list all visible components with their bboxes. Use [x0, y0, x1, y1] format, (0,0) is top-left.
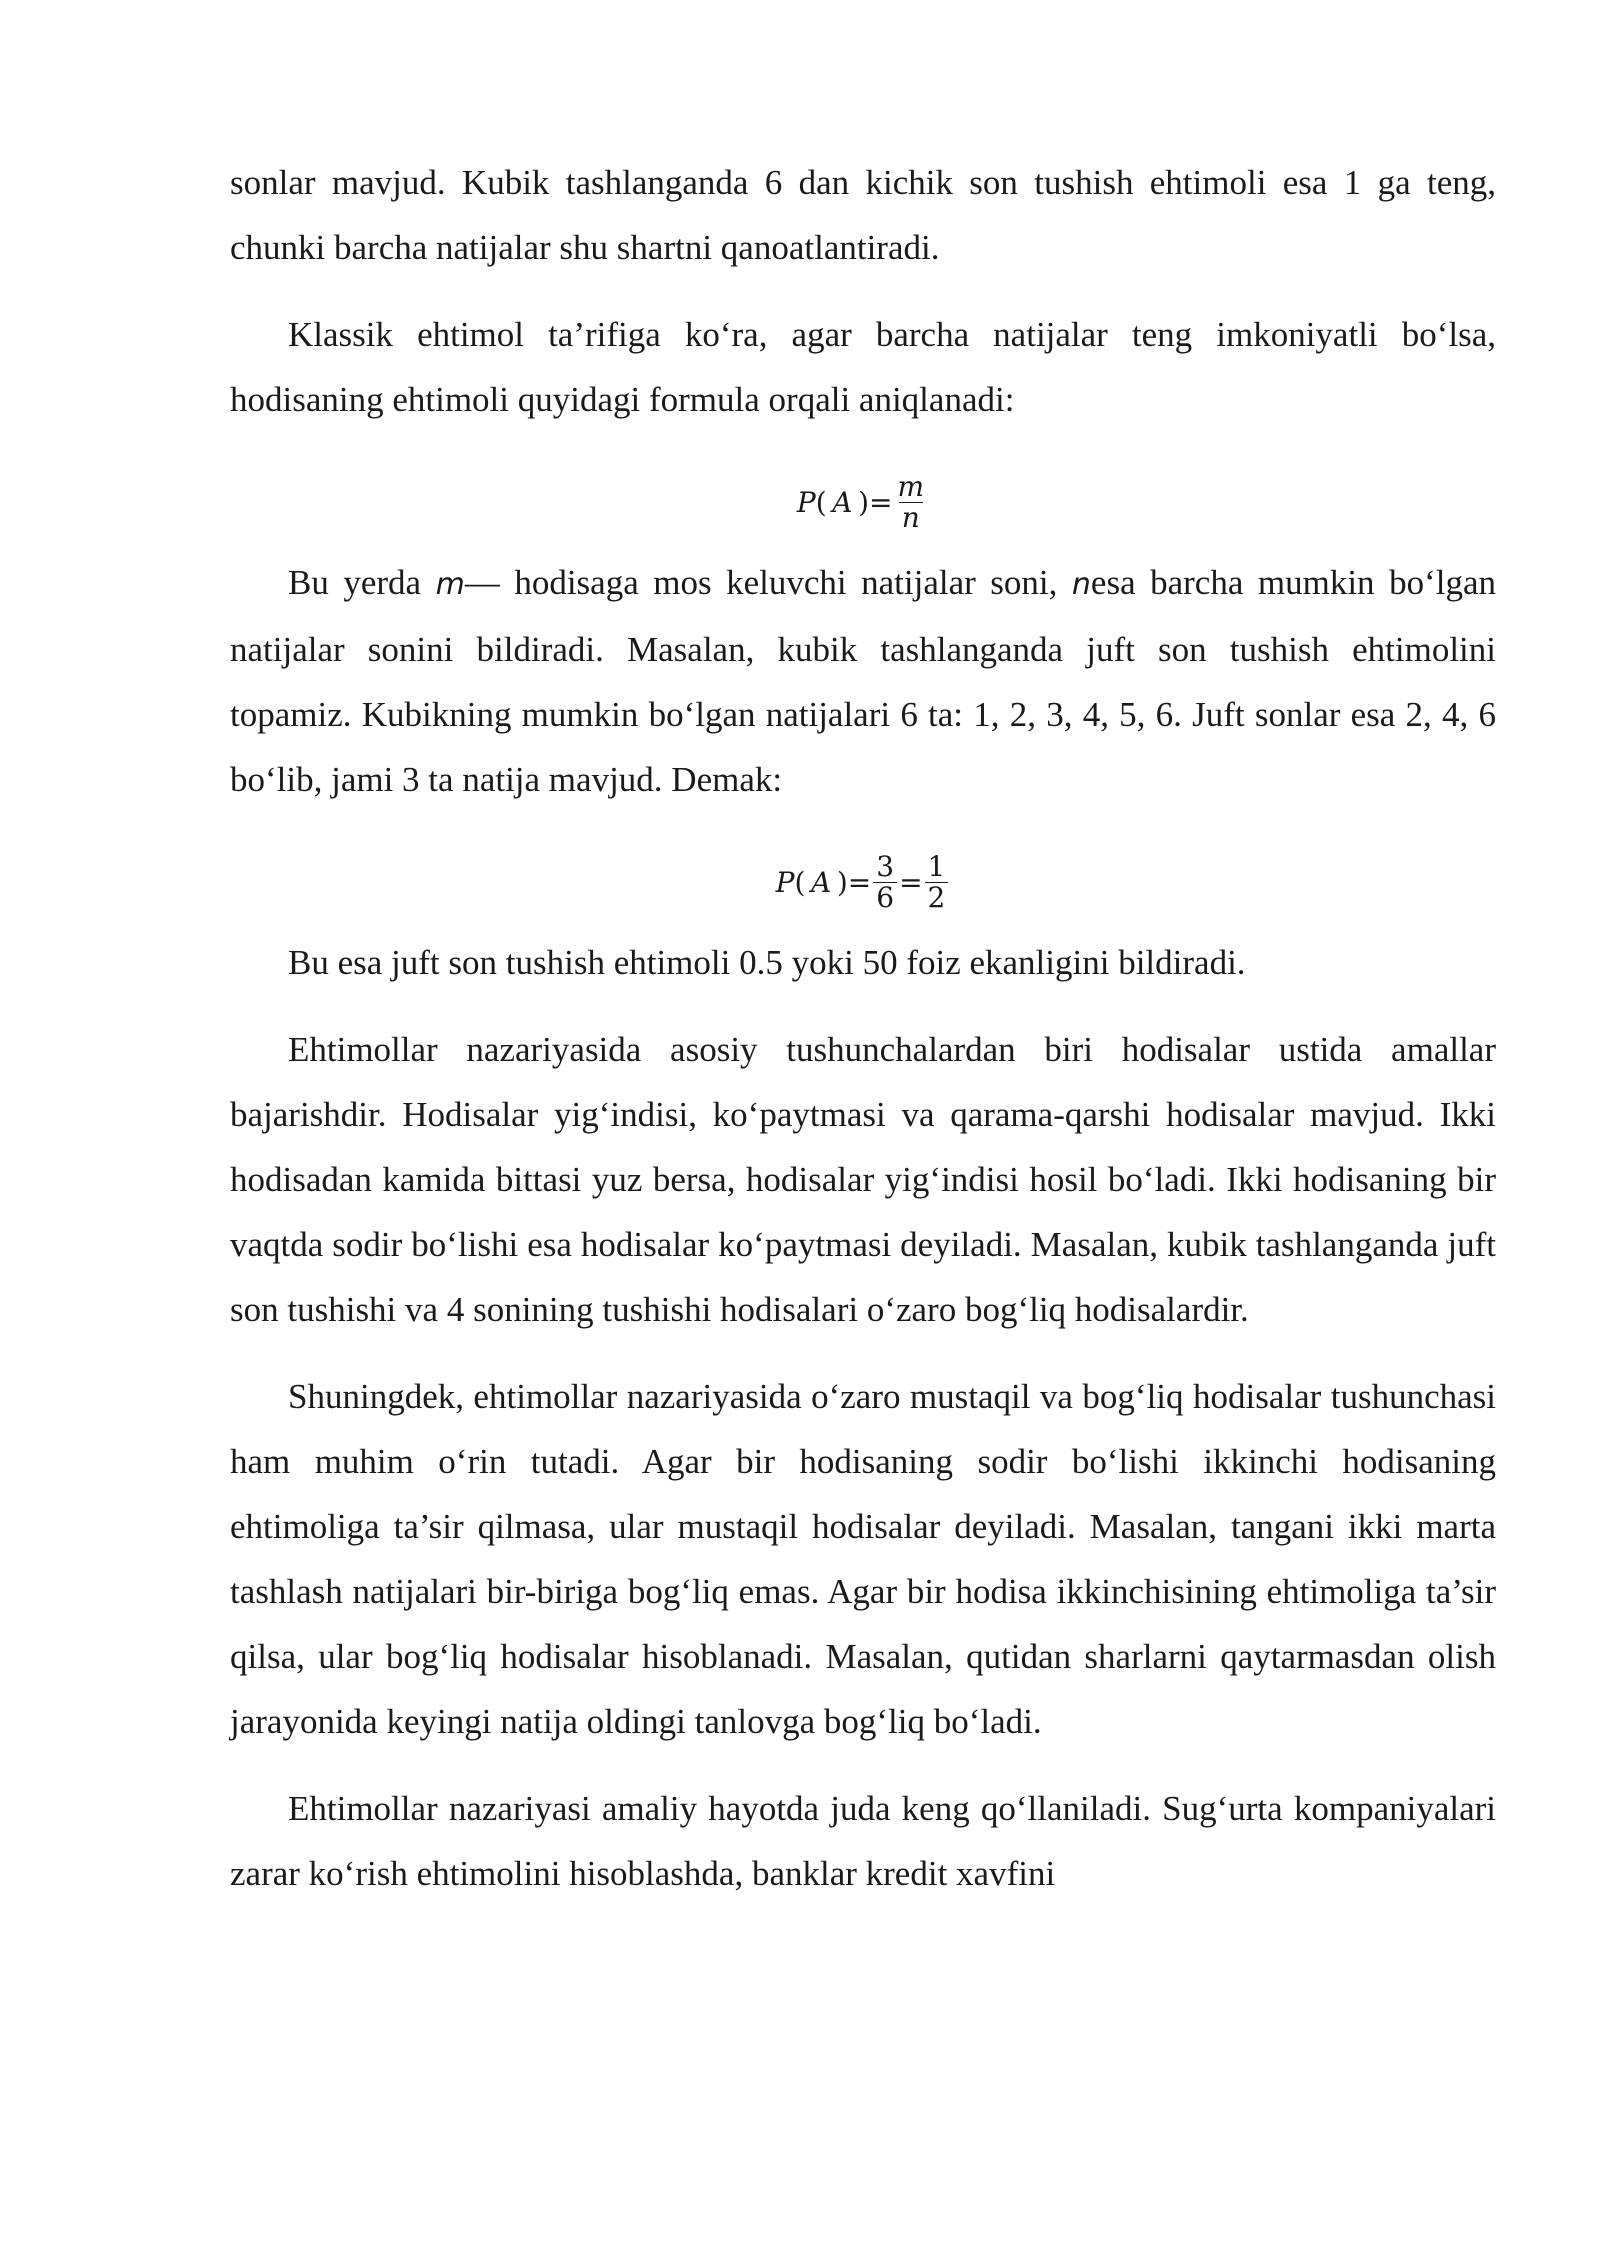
paragraph-1: sonlar mavjud. Kubik tashlanganda 6 dan kichik son tushish ehtimoli esa 1 ga teng, chunki barcha natijalar shu shartni qanoatlantiradi.	[230, 163, 1496, 267]
formula2-open: (	[794, 865, 806, 899]
formula2-p: P	[775, 865, 795, 899]
paragraph-3-part-a: Bu yerda	[288, 563, 436, 602]
formula1-a: A	[832, 485, 853, 519]
formula2-denominator-2: 2	[925, 882, 949, 912]
formula1-fraction	[895, 472, 928, 532]
formula1-p: P	[796, 485, 816, 519]
paragraph-3-part-c: esa barcha mumkin bo‘lgan natijalar sonini bildiradi. Masalan, kubik tashlanganda juft son tushish ehtimolini topamiz. Kubikning mumkin bo‘lgan natijalari 6 ta: 1, 2, 3, 4, 5, 6. Juft sonlar esa 2, 4, 6 bo‘lib, jami 3 ta natija mavjud. Demak:	[230, 563, 1496, 799]
formula2-fraction-2	[925, 852, 949, 912]
formula1-open: (	[815, 485, 827, 519]
formula2-equals-2: =	[899, 865, 923, 899]
variable-n: n	[1071, 567, 1091, 602]
formula2-numerator-1: 3	[876, 850, 895, 884]
formula-classic-probability	[230, 454, 1496, 550]
formula2-denominator-1: 6	[873, 882, 897, 912]
paragraph-3	[230, 550, 1496, 812]
paragraph-6: Shuningdek, ehtimollar nazariyasida o‘zaro mustaqil va bog‘liq hodisalar tushunchasi ham muhim o‘rin tutadi. Agar bir hodisaning sodir bo‘lishi ikkinchi hodisaning ehtimoliga ta’sir qilmasa, ular mustaqil hodisalar deyiladi. Masalan, tangani ikki marta tashlash natijalari bir-biriga bog‘liq emas. Agar bir hodisa ikkinchisining ehtimoliga ta’sir qilsa, ular bog‘liq hodisalar hisoblanadi. Masalan, qutidan sharlarni qaytarmasdan olish jarayonida keyingi natija oldingi tanlovga bog‘liq bo‘ladi.	[230, 1377, 1496, 1741]
formula-even-probability	[230, 834, 1496, 930]
paragraph-2: Klassik ehtimol ta’rifiga ko‘ra, agar barcha natijalar teng imkoniyatli bo‘lsa, hodisaning ehtimoli quyidagi formula orqali aniqlanadi:	[230, 315, 1496, 419]
formula1-numerator: m	[897, 470, 925, 504]
paragraph-7: Ehtimollar nazariyasi amaliy hayotda juda keng qo‘llaniladi. Sug‘urta kompaniyalari zarar ko‘rish ehtimolini hisoblashda, banklar kredit xavfini	[230, 1789, 1496, 1893]
paragraph-5: Ehtimollar nazariyasida asosiy tushunchalardan biri hodisalar ustida amallar bajarishdir. Hodisalar yig‘indisi, ko‘paytmasi va qarama-qarshi hodisalar mavjud. Ikki hodisadan kamida bittasi yuz bersa, hodisalar yig‘indisi hosil bo‘ladi. Ikki hodisaning bir vaqtda sodir bo‘lishi esa hodisalar ko‘paytmasi deyiladi. Masalan, kubik tashlanganda juft son tushishi va 4 sonining tushishi hodisalari o‘zaro bog‘liq hodisalardir.	[230, 1030, 1496, 1329]
paragraph-4: Bu esa juft son tushish ehtimoli 0.5 yoki 50 foiz ekanligini bildiradi.	[288, 943, 1246, 982]
formula2-fraction-1	[873, 852, 897, 912]
variable-m: m	[435, 567, 465, 602]
formula1-denominator: n	[899, 502, 923, 532]
formula2-close: )	[836, 865, 848, 899]
document-page	[230, 150, 1496, 1928]
formula1-close: )	[858, 485, 870, 519]
paragraph-3-part-b: — hodisaga mos keluvchi natijalar soni,	[464, 563, 1072, 602]
formula2-a: A	[811, 865, 832, 899]
formula1-equals: =	[869, 485, 893, 519]
formula2-equals-1: =	[847, 865, 872, 899]
formula2-numerator-2: 1	[927, 850, 946, 884]
